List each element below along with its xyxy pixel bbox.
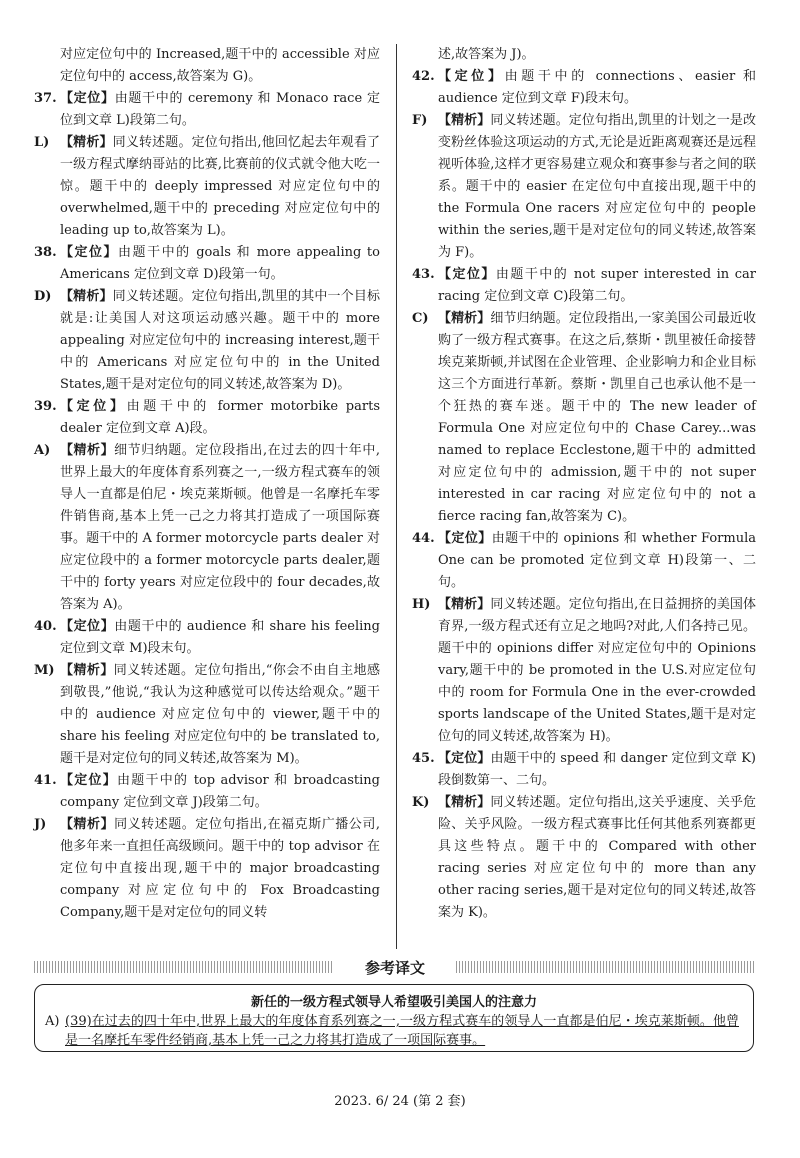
entry-tag: 【精析】: [60, 817, 115, 832]
entry-text: 由题干中的 speed 和 danger 定位到文章 K)段倒数第一、二句。: [438, 751, 756, 788]
entry-label: J): [34, 817, 47, 832]
entry-45-locate: [412, 748, 756, 792]
entry-C-analysis: [412, 308, 756, 528]
entry-F-analysis: [412, 110, 756, 264]
translation-section-title: 参考译文: [364, 959, 425, 977]
entry-D-analysis: [34, 286, 380, 396]
entry-text: 同义转述题。定位句指出,在日益拥挤的美国体育界,一级方程式还有立足之地吗?对此,人们各持己见。题干中的 opinions differ 对应定位句中的 Opinions vary,题干中的 be promoted in the U.S.对应定位句中的 room for Formula One in the ever-crowded sports landscape of the United States,题干是对定位句的同义转述,故答案为 H)。: [438, 597, 756, 744]
entry-label: 37.: [34, 91, 57, 106]
entry-label: D): [34, 289, 52, 304]
entry-tag: 【定位】: [438, 267, 496, 282]
entry-tag: 【精析】: [60, 135, 113, 150]
entry-0: [412, 44, 756, 66]
entry-tag: 【定位】: [438, 531, 492, 546]
entry-text: 由题干中的 former motorbike parts dealer 定位到文章 A)段。: [60, 399, 380, 436]
entry-tag: 【精析】: [60, 443, 115, 458]
entry-label: M): [34, 663, 55, 678]
entry-text: 由题干中的 opinions 和 whether Formula One can be promoted 定位到文章 H)段第一、二句。: [438, 531, 756, 590]
entry-text: 由题干中的 top advisor 和 broadcasting company 定位到文章 J)段第二句。: [60, 773, 380, 810]
entry-39-locate: [34, 396, 380, 440]
entry-label: 44.: [412, 531, 435, 546]
entry-H-analysis: [412, 594, 756, 748]
entry-0: [34, 44, 380, 88]
column-divider: [396, 44, 397, 949]
entry-tag: 【定位】: [60, 91, 115, 106]
entry-text: 同义转述题。定位句指出,“你会不由自主地感到敬畏,”他说,“我认为这种感觉可以传达给观众。”题干中的 audience 对应定位句中的 viewer,题干中的 share his feeling 对应定位句中的 be translated to,题干是对定位句的同义转述,故答案为 M)。: [60, 663, 380, 766]
entry-label: 41.: [34, 773, 57, 788]
entry-label: 38.: [34, 245, 57, 260]
entry-label: 42.: [412, 69, 435, 84]
entry-label: 45.: [412, 751, 435, 766]
separator-pattern-right: [456, 961, 756, 973]
entry-text: 由题干中的 ceremony 和 Monaco race 定位到文章 L)段第二句。: [60, 91, 380, 128]
entry-tag: 【精析】: [438, 113, 491, 128]
entry-text: 细节归纳题。定位段指出,一家美国公司最近收购了一级方程式赛事。在这之后,蔡斯・凯里被任命接替埃克莱斯顿,并试图在企业管理、企业影响力和企业目标这三个方面进行革新。蔡斯・凯里自己也承认他不是一个狂热的赛车迷。题干中的 The new leader of Formula One 对应定位句中的 Chase Carey...was named to replace Ecclestone,题干中的 admitted 对应定位句中的 admission,题干中的 not super interested in car racing 对应定位句中的 not a fierce racing fan,故答案为 C)。: [438, 311, 756, 524]
entry-43-locate: [412, 264, 756, 308]
translation-separator: [34, 957, 756, 977]
entry-label: 43.: [412, 267, 435, 282]
entry-text: 同义转述题。定位句指出,他回忆起去年观看了一级方程式摩纳哥站的比赛,比赛前的仪式就令他大吃一惊。题干中的 deeply impressed 对应定位句中的 overwhelmed,题干中的 preceding 对应定位句中的 leading up to,故答案为 L)。: [60, 135, 380, 238]
entry-label: K): [412, 795, 430, 810]
separator-pattern-left: [34, 961, 334, 973]
entry-label: C): [412, 311, 429, 326]
translation-title: 新任的一级方程式领导人希望吸引美国人的注意力: [250, 995, 537, 1010]
entry-text: 同义转述题。定位句指出,这关乎速度、关乎危险、关乎风险。一级方程式赛事比任何其他系列赛都更具这些特点。题干中的 Compared with other racing series 对应定位句中的 more than any other racing series,题干是对定位句的同义转述,故答案为 K)。: [438, 795, 756, 920]
entry-M-analysis: [34, 660, 380, 770]
entry-label: F): [412, 113, 428, 128]
entry-text: 由题干中的 audience 和 share his feeling 定位到文章 M)段末句。: [60, 619, 380, 656]
entry-37-locate: [34, 88, 380, 132]
entry-label: A): [34, 443, 51, 458]
entry-label: L): [34, 135, 50, 150]
entry-text: 由题干中的 goals 和 more appealing to Americans 定位到文章 D)段第一句。: [60, 245, 380, 282]
page-footer: 2023. 6/ 24 (第 2 套): [334, 1094, 466, 1109]
entry-text: 同义转述题。定位句指出,凯里的其中一个目标就是:让美国人对这项运动感兴趣。题干中的 more appealing 对应定位句中的 increasing interest,题干中的 Americans 对应定位句中的 in the United States,题干是对定位句的同义转述,故答案为 D)。: [60, 289, 380, 392]
entry-tag: 【精析】: [60, 663, 114, 678]
entry-label: 39.: [34, 399, 57, 414]
entry-label: 40.: [34, 619, 57, 634]
entry-text: 由题干中的 not super interested in car racing 定位到文章 C)段第二句。: [438, 267, 756, 304]
entry-41-locate: [34, 770, 380, 814]
translation-paragraph-label: A): [45, 1014, 60, 1029]
entry-text: 对应定位句中的 Increased,题干中的 accessible 对应定位句中的 access,故答案为 G)。: [60, 47, 380, 84]
translation-paragraph: (39)在过去的四十年中,世界上最大的年度体育系列赛之一,一级方程式赛车的领导人一直都是伯尼・埃克莱斯顿。他曾是一名摩托车零件经销商,基本上凭一己之力将其打造成了一项国际赛事。: [65, 1014, 739, 1048]
entry-tag: 【定位】: [60, 773, 118, 788]
entry-label: H): [412, 597, 431, 612]
entry-44-locate: [412, 528, 756, 594]
entry-L-analysis: [34, 132, 380, 242]
entry-38-locate: [34, 242, 380, 286]
right-column: [412, 44, 756, 924]
entry-text: 述,故答案为 J)。: [438, 47, 535, 62]
entry-J-analysis: [34, 814, 380, 924]
entry-text: 同义转述题。定位句指出,在福克斯广播公司,他多年来一直担任高级顾问。题干中的 top advisor 在定位句中直接出现,题干中的 major broadcasting company 对应定位句中的 Fox Broadcasting Company,题干是对定位句的同义转: [60, 817, 380, 920]
entry-text: 细节归纳题。定位段指出,在过去的四十年中,世界上最大的年度体育系列赛之一,一级方程式赛车的领导人一直都是伯尼・埃克莱斯顿。他曾是一名摩托车零件销售商,基本上凭一己之力将其打造成了一项国际赛事。题干中的 A former motorcycle parts dealer 对应定位段中的 a former motorcycle parts dealer,题干中的 forty years 对应定位段中的 four decades,故答案为 A)。: [60, 443, 380, 612]
entry-tag: 【定位】: [60, 245, 119, 260]
entry-tag: 【定位】: [60, 619, 115, 634]
entry-text: 同义转述题。定位句指出,凯里的计划之一是改变粉丝体验这项运动的方式,无论是近距离观赛还是远程视听体验,这样才更容易建立观众和赛事参与者之间的联系。题干中的 easier 在定位句中直接出现,题干中的 the Formula One racers 对应定位句中的 people within the series,题干是对定位句的同义转述,故答案为 F)。: [438, 113, 756, 260]
entry-K-analysis: [412, 792, 756, 924]
entry-tag: 【定位】: [438, 751, 491, 766]
translation-box: [34, 984, 754, 1052]
entry-text: 由题干中的 connections、easier 和 audience 定位到文章 F)段末句。: [438, 69, 756, 106]
left-column: [34, 44, 380, 924]
entry-A-analysis: [34, 440, 380, 616]
entry-tag: 【定位】: [60, 399, 127, 414]
entry-tag: 【精析】: [438, 597, 491, 612]
entry-tag: 【精析】: [438, 311, 491, 326]
entry-tag: 【精析】: [438, 795, 491, 810]
entry-tag: 【精析】: [60, 289, 113, 304]
entry-tag: 【定位】: [438, 69, 505, 84]
entry-42-locate: [412, 66, 756, 110]
entry-40-locate: [34, 616, 380, 660]
